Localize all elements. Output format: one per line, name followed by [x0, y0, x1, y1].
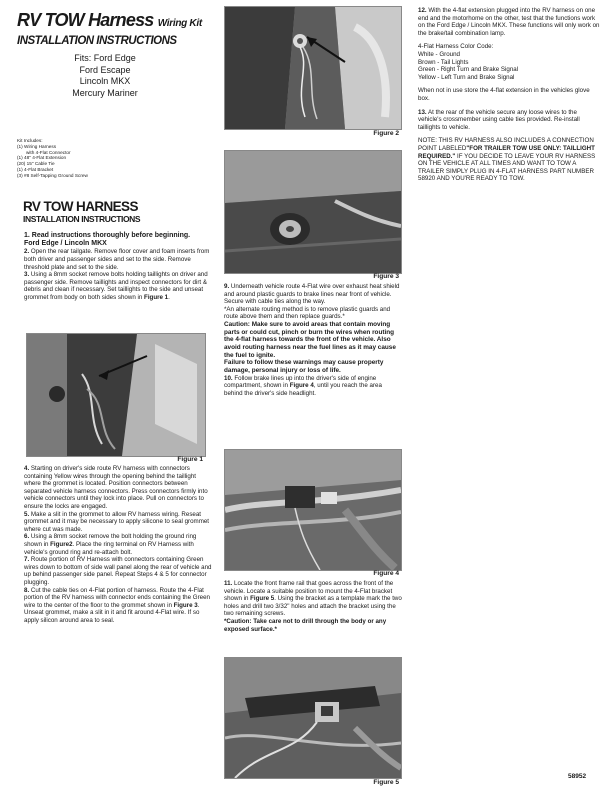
color-code-item: Brown - Tail Lights: [418, 58, 469, 66]
step-13: [418, 109, 602, 132]
step-8-text-cont: . Unseat grommet, make a slit in it and fit around 4-Flat wire. If so apply silicon around area to seal.: [24, 601, 200, 624]
kit-item: (1) Wiring Harness: [17, 143, 57, 149]
step-4: [24, 465, 214, 511]
middle-steps: [224, 283, 402, 398]
step-2: [24, 248, 214, 271]
color-code-item: Green - Right Turn and Brake Signal: [418, 66, 519, 74]
kit-heading: Kit Includes:: [17, 138, 43, 143]
step-8-text: Cut the cable ties on 4-Flat portion of harness. Route the 4-Flat portion of the RV harness with connector ends containing the Green wire to the center of the floor to the grommet shown in: [24, 586, 210, 609]
brand-title: [17, 10, 212, 34]
fits-vehicle-1: Ford Edge: [93, 53, 136, 63]
figure-4-caption: Figure 4: [373, 570, 399, 577]
color-code: [418, 43, 602, 81]
step-number: 10.: [224, 374, 233, 382]
step-5-text: Make a slit in the grommet to allow RV harness wiring. Reseat grommet and it may be necessary to apply silicone to seal grommet where cut was made.: [24, 510, 210, 533]
step-1-model: Ford Edge / Lincoln MKX: [24, 240, 107, 248]
figure-5-illustration: [225, 658, 401, 778]
step-3-text: Using a 8mm socket remove bolts holding taillights on driver and passenger side. Remove taillights and inspect connectors for dirt & debris and clean if necessary. Set taillights to the side and unseat grommet from body on both sides shown in: [24, 271, 208, 301]
step-6-text: Using a 8mm socket remove the bolt holding the ground ring shown in: [24, 533, 197, 548]
step-number: 7.: [24, 556, 30, 564]
caution-moving-parts: Caution: Make sure to avoid areas that contain moving parts or could cut, pinch or burn the wires when routing the 4-flat harness towards the front of the vehicle. Also avoid routing harness near the fuel lines as it may cause the fuel to ignite.: [224, 320, 396, 359]
color-code-item: Yellow - Left Turn and Brake Signal: [418, 73, 515, 81]
section-subtitle: INSTALLATION INSTRUCTIONS: [23, 214, 141, 224]
figure-2-caption: Figure 2: [373, 130, 399, 137]
final-note-d: AND YOU'RE READY TO TOW.: [435, 175, 525, 183]
figure-3-caption: Figure 3: [373, 273, 399, 280]
figure-4-photo: [224, 449, 402, 571]
figure-1-caption: Figure 1: [177, 456, 203, 463]
step-6-figure-ref: Figure2: [50, 540, 73, 548]
step-8: [24, 587, 214, 625]
section-header: [23, 199, 203, 224]
step-7-text: Route portion of RV Harness with connectors containing Green wires down to bottom of side wall panel along the rear of vehicle and up behind passenger side panel. Repeat Steps 4 & 5 for connector plugging.: [24, 556, 212, 586]
step-1: [24, 232, 214, 248]
section-title: RV TOW HARNESS: [23, 199, 138, 214]
step-5: [24, 511, 214, 534]
final-note-label: "FOR TRAILER TOW USE ONLY: TAILLIGHT REQUIRED.": [418, 144, 595, 160]
step-10-figure-ref: Figure 4: [289, 382, 314, 390]
fits-vehicle-4: Mercury Mariner: [72, 87, 138, 98]
step-4-text: Starting on driver's side route RV harness with connectors containing Yellow wires through the opening behind the taillight where the grommet is located. Position connectors between separated vehicle harness connectors. Press connectors firmly into vehicle connectors until they lock into place. Pull on connectors to ensure the locks are engaged.: [24, 465, 208, 510]
step-9-note: *An alternate routing method is to remove plastic guards and route above them and then replace guards.*: [224, 305, 391, 321]
kit-includes: [17, 138, 127, 179]
step-number: 9.: [224, 283, 230, 290]
step-11-figure-ref: Figure 5: [250, 595, 275, 603]
step-number: 11.: [224, 580, 233, 587]
kit-item: (20) 15" Cable Tie: [17, 161, 55, 167]
kit-item: (1) 4-Flat Bracket: [17, 166, 54, 172]
figure-3-illustration: [225, 151, 401, 273]
figure-1-illustration: [27, 334, 205, 456]
step-number: 8.: [24, 586, 30, 594]
figure-5-photo: [224, 657, 402, 779]
step-number: 4.: [24, 465, 30, 472]
final-note-a: NOTE: THIS RV HARNESS ALSO INCLUDES A CONNECTION POINT LABELED: [418, 137, 594, 152]
left-steps-top: [24, 232, 214, 302]
fits-line-1: [40, 53, 170, 65]
color-code-heading: 4-Flat Harness Color Code:: [418, 43, 494, 51]
kit-item: (1) 48" 4-Flat Extension: [17, 155, 67, 161]
figure-1-photo: [26, 333, 206, 457]
step-12-text: With the 4-flat extension plugged into the RV harness on one end and the motorhome on the other, test that the functions work on the Ford Edge / Lincoln MKX. These functions will only work on the brake/tail combination lamp.: [418, 7, 600, 37]
step-number: 5.: [24, 510, 30, 518]
step-12: [418, 7, 602, 37]
step-number: 3.: [24, 271, 30, 279]
step-11: [224, 580, 402, 618]
step-11-block: [224, 580, 402, 633]
step-number: 1.: [24, 232, 30, 239]
figure-3-photo: [224, 150, 402, 274]
kit-label: Wiring Kit: [157, 18, 202, 29]
step-2-text: Open the rear tailgate. Remove floor cover and foam inserts from both driver and passenger sides and set to the side. Remove threshold plate and set to the side.: [24, 248, 210, 271]
fits-label: Fits:: [74, 53, 92, 63]
fits-vehicle-2: Ford Escape: [79, 64, 131, 75]
fits-list: [40, 53, 170, 99]
color-code-item: White - Ground: [418, 50, 460, 58]
figure-5-caption: Figure 5: [373, 779, 399, 786]
final-note-c: IF YOU DECIDE TO LEAVE YOUR RV HARNESS ON THE VEHICLE AT ALL TIMES AND WANT TO TOW A TRAILER SIMPLY PLUG IN 4-FLAT HARNESS PART NUMBER: [418, 152, 596, 175]
final-note: [418, 137, 602, 183]
step-9: [224, 283, 402, 306]
kit-item: with 4-Flat Connector: [26, 149, 71, 155]
step-13-text: At the rear of the vehicle secure any loose wires to the vehicle's crossmember using cable ties provided. Re-install taillights to vehicle.: [418, 108, 580, 131]
brand-name: RV TOW Harness: [17, 10, 154, 30]
step-10: [224, 375, 402, 398]
step-9-text: Underneath vehicle route 4-Flat wire over exhaust heat shield and around plastic guards to brake lines near front of vehicle. Secure with cable ties along the way.: [224, 283, 400, 306]
left-steps-bottom: [24, 465, 214, 624]
storage-note: When not in use store the 4-flat extension in the vehicles glove box.: [418, 87, 590, 102]
final-note-part-number: 58920: [418, 175, 436, 183]
step-number: 13.: [418, 108, 427, 116]
step-number: 6.: [24, 533, 30, 541]
fits-vehicle-3: Lincoln MKX: [79, 76, 131, 86]
step-6-text-cont: . Place the ring terminal on RV Harness with vehicle's ground ring and re-attach bolt.: [24, 540, 194, 556]
caution-failure: Failure to follow these warnings may cause property damage, personal injury or loss of life.: [224, 359, 384, 375]
title-block: [17, 10, 212, 48]
step-11-caution: *Caution: Take care not to drill through the body or any exposed surface.*: [224, 617, 387, 633]
right-column: [418, 7, 602, 183]
installation-title: INSTALLATION INSTRUCTIONS: [17, 35, 177, 47]
step-3-figure-ref: Figure 1: [144, 293, 169, 301]
step-11-text-cont: . Using the bracket as a template mark the two holes and drill two 3/32" holes and attach the bracket using the two remaining screws.: [224, 595, 402, 618]
figure-2-photo: [224, 6, 402, 130]
step-10-text: Follow brake lines up into the driver's side of engine compartment, shown in: [224, 374, 377, 390]
step-3: 3. Using a 8mm socket remove bolts holding taillights on driver and passenger side. Remove taillights and inspect connectors for dirt & debris and clean if necessary. Set taillights to the side and unseat grommet from body on both sides shown in Figure 1.: [24, 271, 208, 301]
step-8-figure-ref: Figure 3: [173, 601, 198, 609]
step-6: [24, 533, 214, 556]
step-11-text: Locate the front frame rail that goes across the front of the vehicle. Locate a suitable position to mount the 4-Flat bracket shown in: [224, 580, 394, 603]
step-1-text: Read instructions thoroughly before beginning.: [31, 232, 191, 239]
kit-item: (3) #8 Self-Tapping Ground Screw: [17, 172, 88, 178]
step-7: [24, 556, 214, 586]
step-number: 2.: [24, 248, 30, 256]
step-number: 12.: [418, 7, 427, 14]
footer-part-number: 58952: [568, 773, 587, 780]
figure-2-illustration: [225, 7, 401, 129]
step-10-text-cont: , until you reach the area behind the driver's side headlight.: [224, 382, 382, 398]
figure-4-illustration: [225, 450, 401, 570]
